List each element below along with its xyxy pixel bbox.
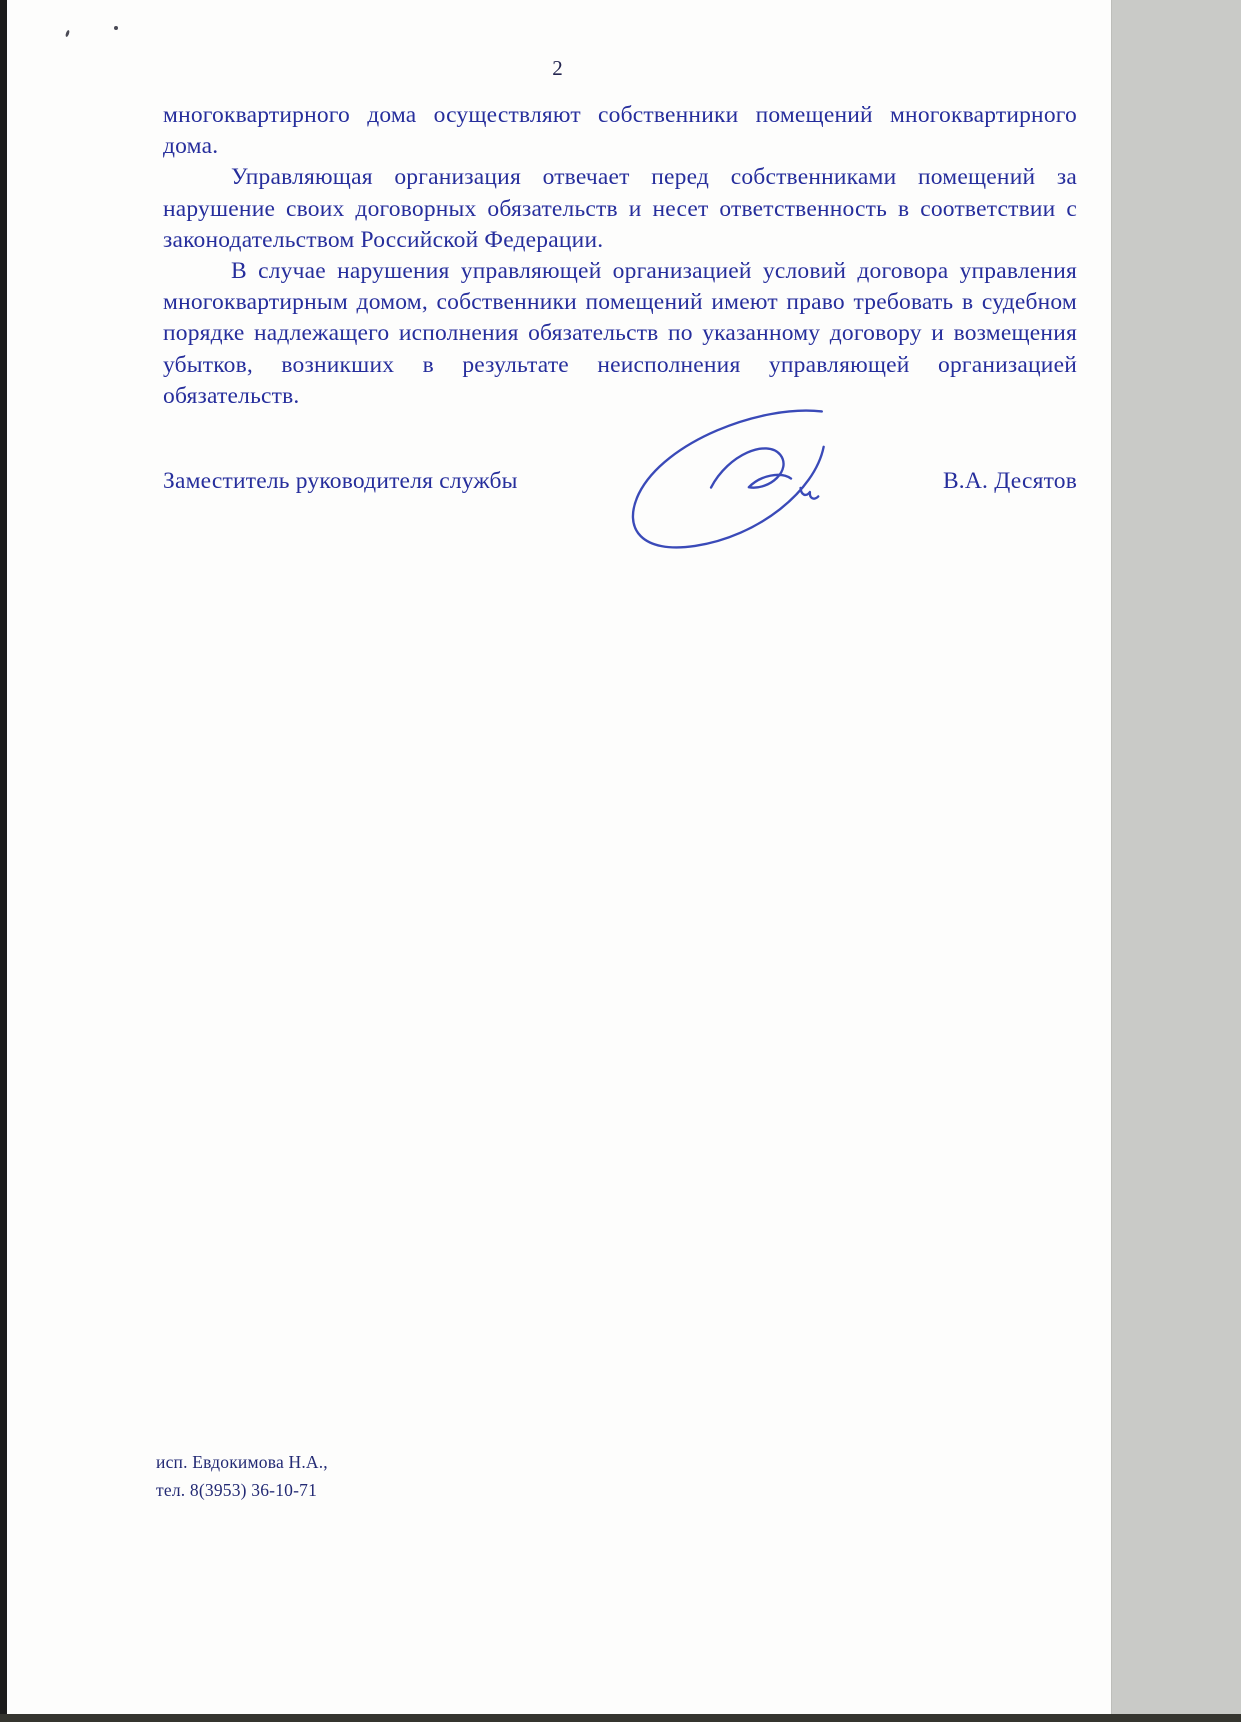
signature-block [163, 468, 1077, 495]
signatory-title: Заместитель руководителя службы [163, 468, 518, 494]
paragraph: Управляющая организация отвечает перед собственниками помещений за нарушение своих договорных обязательств и несет ответственность в соответствии с законодательством Российской Федерации. [163, 164, 1077, 253]
scan-speck [65, 30, 70, 38]
scan-speck [114, 26, 118, 30]
scan-edge-bottom [0, 1714, 1241, 1722]
paragraph: многоквартирного дома осуществляют собственники помещений многоквартирного дома. [163, 102, 1077, 160]
page-number: 2 [552, 56, 563, 80]
signatory-name: В.А. Десятов [942, 468, 1077, 494]
scan-edge-left [0, 0, 7, 1722]
executor-phone: тел. 8(3953) 36-10-71 [156, 1480, 318, 1500]
executor-info [156, 1448, 328, 1504]
document-body [163, 100, 1077, 412]
executor-name: исп. Евдокимова Н.А., [156, 1452, 328, 1472]
paragraph: В случае нарушения управляющей организацией условий договора управления многоквартирным домом, собственники помещений имеют право требовать в судебном порядке надлежащего исполнения обязательств по указанному договору и возмещения убытков, возникших в результате неисполнения управляющей организацией обязательств. [163, 258, 1077, 409]
scan-band-right [1111, 0, 1241, 1722]
